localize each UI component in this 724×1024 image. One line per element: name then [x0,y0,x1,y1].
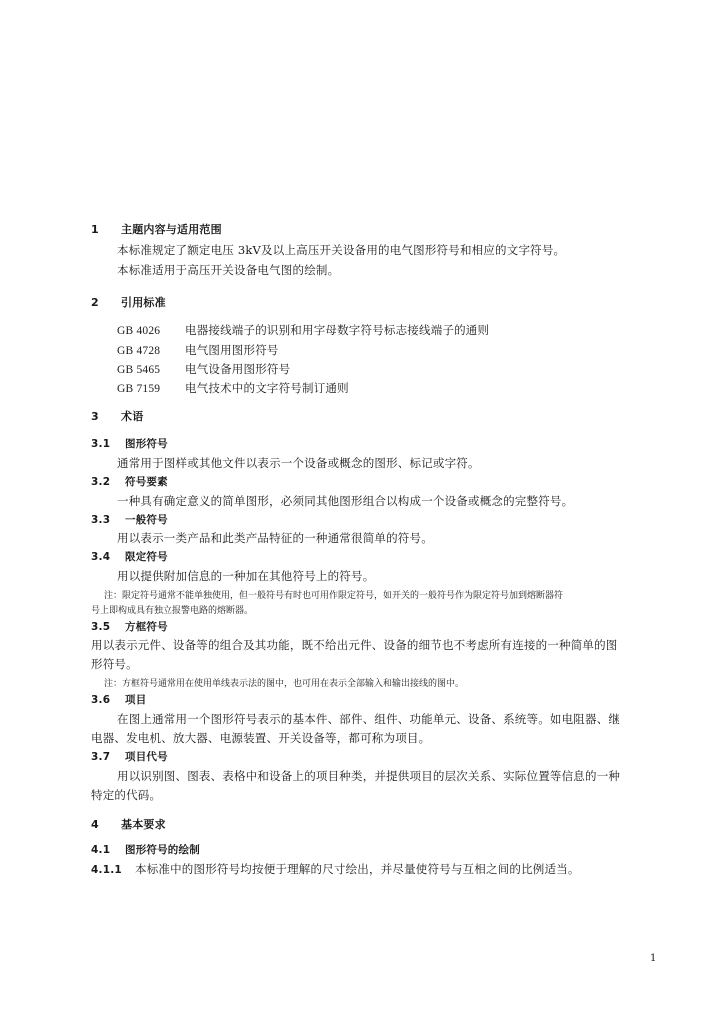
subsection-heading [91,843,200,857]
term-heading [91,750,168,764]
term-number: 3.2 [91,476,111,488]
section-2-heading [91,296,166,310]
term-definition: 用以识别图、图表、表格中和设备上的项目种类，并提供项目的层次关系、实际位置等信息的一种 [117,769,621,783]
section-4-number: 4 [91,818,99,831]
subsection-title: 图形符号的绘制 [125,844,200,856]
section-1-paragraph-2: 本标准适用于高压开关设备电气图的绘制。 [117,263,340,277]
section-3-heading [91,410,143,424]
term-note-continued: 号上即构成具有独立报警电路的熔断器。 [91,606,254,616]
reference-item [117,323,489,338]
term-number: 3.1 [91,438,111,450]
term-definition: 在图上通常用一个图形符号表示的基本件、部件、组件、功能单元、设备、系统等。如电阻器、继 [117,712,621,726]
section-1-title: 主题内容与适用范围 [121,223,222,236]
term-definition-continued: 特定的代码。 [91,788,162,802]
section-1-paragraph-1: 本标准规定了额定电压 3kV及以上高压开关设备用的电气图形符号和相应的文字符号。 [117,243,566,257]
reference-title: 电气图用图形符号 [185,343,279,357]
term-definition: 用以表示一类产品和此类产品特征的一种通常很简单的符号。 [117,531,433,545]
reference-item [117,343,279,358]
term-title: 方框符号 [125,621,168,633]
term-heading [91,550,168,564]
term-number: 3.5 [91,621,111,633]
subsection-number: 4.1 [91,844,111,856]
term-definition: 用以提供附加信息的一种加在其他符号上的符号。 [117,569,375,583]
section-4-heading [91,818,166,832]
term-note: 注：限定符号通常不能单独使用，但一般符号有时也可用作限定符号，如开关的一般符号作为限定符号加到熔断器符 [104,591,564,601]
term-title: 一般符号 [125,514,168,526]
term-definition: 通常用于图样或其他文件以表示一个设备或概念的图形、标记或字符。 [117,456,480,470]
term-title: 项目代号 [125,751,168,763]
term-number: 3.6 [91,694,111,706]
clause-number: 4.1.1 [91,864,122,876]
reference-item [117,362,290,377]
section-4-title: 基本要求 [121,818,166,831]
term-definition-continued: 形符号。 [91,657,138,671]
term-definition: 用以表示元件、设备等的组合及其功能，既不给出元件、设备的细节也不考虑所有连接的一种简单的图 [91,638,618,652]
term-heading [91,620,168,634]
reference-title: 电气设备用图形符号 [185,362,291,376]
section-1-number: 1 [91,223,99,236]
term-definition: 一种具有确定意义的简单图形，必须同其他图形组合以构成一个设备或概念的完整符号。 [117,494,574,508]
reference-code: GB 4026 [117,325,161,337]
reference-code: GB 7159 [117,383,161,395]
term-definition-continued: 电器、发电机、放大器、电源装置、开关设备等，都可称为项目。 [91,731,431,745]
term-title: 图形符号 [125,438,168,450]
reference-title: 电气技术中的文字符号制订通则 [185,381,349,395]
reference-item [117,381,349,396]
term-number: 3.3 [91,514,111,526]
term-heading [91,475,168,489]
section-2-number: 2 [91,296,99,309]
reference-title: 电器接线端子的识别和用字母数字符号标志接线端子的通则 [185,323,490,337]
page-number: 1 [650,953,657,964]
reference-code: GB 4728 [117,345,161,357]
term-title: 限定符号 [125,551,168,563]
term-heading [91,437,168,451]
term-title: 项目 [125,694,147,706]
section-2-title: 引用标准 [121,296,166,309]
reference-code: GB 5465 [117,364,161,376]
term-heading [91,513,168,527]
section-1-heading [91,223,222,237]
term-heading [91,693,146,707]
section-3-title: 术语 [121,410,144,423]
term-number: 3.7 [91,751,111,763]
term-title: 符号要素 [125,476,168,488]
clause [91,862,580,877]
term-note: 注：方框符号通常用在使用单线表示法的图中，也可用在表示全部输入和输出接线的图中。 [104,679,465,689]
term-number: 3.4 [91,551,111,563]
clause-text: 本标准中的图形符号均按便于理解的尺寸绘出，并尽量使符号与互相之间的比例适当。 [135,862,580,876]
section-3-number: 3 [91,410,99,423]
